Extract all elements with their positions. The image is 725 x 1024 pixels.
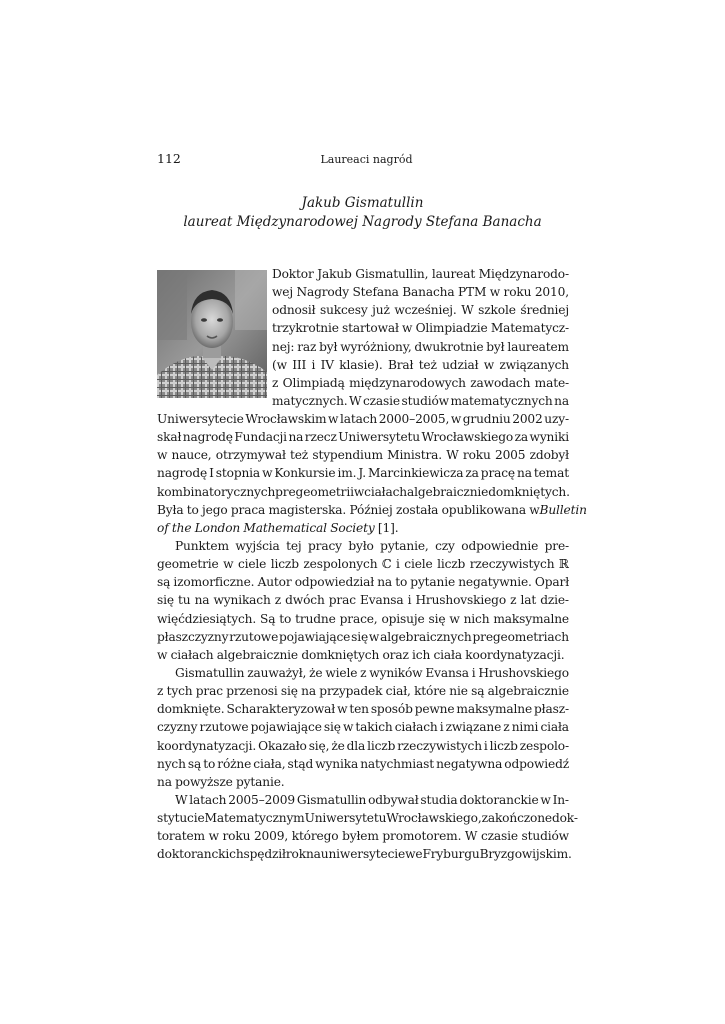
word: pytanie [410,575,456,590]
word: stypendium [312,448,383,463]
word: doktoranckie [459,792,539,807]
word: Evansa [359,593,404,608]
journal-title-part2: of the London Mathematical Society [157,520,375,535]
word: ℂ [381,557,392,572]
word: i [407,593,412,608]
word: czasie [362,393,400,408]
word: im. [337,466,357,481]
word: wyróżniony, [340,339,412,354]
word: takich [355,720,393,735]
word: trudne [295,611,336,626]
text-line [157,737,569,755]
word: przenosi [226,684,278,699]
text-line: na powyższe pytanie. [157,774,285,789]
word: prac [195,684,223,699]
word: laureat [431,267,476,281]
text-line-with-journal [157,501,587,519]
word: przypadek [319,684,383,699]
word: uniwersytecie [320,847,406,862]
word: laureatem [507,339,569,354]
word: Wrocławskiego, [386,811,482,826]
word: Brał [387,357,414,372]
word: dwóch [285,593,325,608]
word: In- [552,792,569,807]
word: stytucie [157,811,205,826]
word: klasie). [339,357,383,372]
text-line [157,827,569,845]
word: tej [286,538,302,553]
text-line [157,845,572,863]
word: kombinatorycznych [157,484,276,499]
word: już [372,303,390,318]
word: pracę [480,466,515,481]
word: którego [291,829,339,844]
word: Gismatullin [175,665,245,680]
word: w [157,448,168,463]
word: w [540,792,551,807]
word: mate- [534,375,569,390]
word: prac [328,593,356,608]
word: nagrodę [157,466,208,481]
word: Oparł [534,575,569,590]
word: związane [445,720,502,735]
text-line [157,718,569,736]
word: zauważył, [247,665,307,680]
word: wcześniej. [394,303,457,318]
word: maksymalne [493,611,569,626]
word: Doktor [272,267,314,281]
word: pojawiające [279,629,351,644]
word: że [309,665,323,680]
word: pojawiające [250,720,322,735]
word: Marcinkiewicza [367,466,464,481]
word: (w [272,357,287,372]
word: studia [420,792,458,807]
text-line [157,809,578,827]
word: na [288,430,304,445]
word: na [194,593,210,608]
word: wyjścia [235,538,280,553]
word: Olimpiadą [282,375,345,390]
word: zespolo- [519,738,569,753]
word: płaszczyzny [157,629,229,644]
word: maksymalne [456,702,533,717]
word: opisuje [381,611,425,626]
word: zdobył [529,448,569,463]
word: pytanie, [380,538,429,553]
wrapped-paragraph [272,265,569,410]
word: ciałach [364,484,407,499]
word: algebraicznych [380,629,472,644]
word: nagrodę [182,430,233,445]
word: nich [463,611,490,626]
text-line [272,338,569,356]
word: matematycznych [450,393,553,408]
word: się [351,629,369,644]
text-line [157,573,569,591]
title-subtitle: laureat Międzynarodowej Nagrody Stefana Banacha [183,213,542,230]
word: rzutowe [199,720,249,735]
page-number: 112 [157,151,181,166]
word: Ministra. [387,448,443,463]
word: to [279,611,292,626]
word: 2009, [253,829,289,844]
word: Okazało [258,738,307,753]
text-line [272,319,569,337]
text-line [272,301,569,319]
word: nych [157,756,186,771]
word: udział [442,357,479,372]
word: liczb [367,738,396,753]
word: Stefana [352,285,399,300]
word: Punktem [175,538,229,553]
word: Uniwersytetu [304,811,387,826]
word: ℝ [558,557,569,572]
word: latach [189,792,227,807]
word: negatywnie. [458,575,532,590]
word: Banacha [402,285,455,300]
word: ciele [404,557,433,572]
word: to [395,575,408,590]
word: odpowiednie [461,538,539,553]
word: w [328,412,339,426]
word: czasie [480,829,518,844]
word: J. [358,466,366,481]
word: ten [349,702,369,717]
word: w [337,702,348,717]
word: 2000–2005, [378,412,450,426]
word: z [510,593,517,608]
word: był [486,339,505,354]
word: 2005–2009 [228,792,295,807]
word: rzeczywistych [469,557,555,572]
word: na [377,575,393,590]
word: temat [533,466,569,481]
word: negatywna [436,756,503,771]
word: wynika [315,756,359,771]
word: i [311,357,316,372]
word: roku [462,448,491,463]
word: w [262,466,273,481]
word: geometrie [157,557,219,572]
text-line [272,392,569,410]
word: studiów [401,393,449,408]
word: Konkursie [274,466,336,481]
text-line [157,555,569,573]
word: Międzynarodo- [478,267,569,281]
text-line [157,428,569,446]
word: we [405,847,423,862]
word: PTM [457,285,487,300]
word: Wrocławskiego [421,430,514,445]
word: nimi [511,720,539,735]
word: w [223,557,234,572]
word: koordynatyzacji. [157,738,257,753]
article-title [150,194,575,231]
text-line [157,410,569,428]
word: Scharakteryzował [226,702,336,717]
word: roku [503,285,532,300]
word: roku [222,829,251,844]
word: na [517,466,532,481]
title-name: Jakub Gismatullin [301,195,424,211]
word: IV [320,357,334,372]
word: doktoranckich [157,847,244,862]
text-line [157,446,569,464]
word: III [292,357,307,372]
word: algebraicznie [487,684,569,699]
word: w [450,412,462,426]
word: z [157,684,164,699]
word: Fundacji [234,430,287,445]
word: Hrushovskiego [415,593,507,608]
word: się [428,611,446,626]
text-line [157,682,569,700]
word: pre- [544,538,569,553]
word: promotorem. [382,829,462,844]
word: w [483,357,495,372]
word: są [187,756,202,771]
word: rzecz [304,430,337,445]
word: za [465,466,479,481]
word: więćdziesiątych. [157,611,257,626]
word: wiele [325,665,358,680]
paragraph-start [157,664,569,682]
word: różne [217,756,252,771]
word: W [461,303,474,318]
text-line [157,628,569,646]
word: algebraicznie [406,484,489,499]
word: w [449,611,460,626]
word: I [209,466,214,481]
word: odpowiedź [504,756,569,771]
word: na [301,684,316,699]
word: się [157,593,174,608]
word: Gismatullin [296,792,367,807]
word: zespolonych [303,557,378,572]
word: Są [260,611,276,626]
word: był [319,339,338,354]
word: nej: [272,339,295,354]
word: które [414,684,446,699]
word: izomorficzne. [173,575,255,590]
text-line [272,356,569,374]
portrait-photo-icon [157,270,267,398]
word: pregeometrii [275,484,354,499]
word: czyzny [157,720,198,735]
word: związanych [499,357,569,372]
word: otrzymywał [215,448,286,463]
word: są [157,575,171,590]
word: rok [285,847,306,862]
word: domknięte. [157,702,225,717]
word: Uniwersytetu [338,430,420,445]
word: z [503,720,510,735]
word: Jakub [317,267,352,281]
word: w [368,629,380,644]
word: Autor [257,575,292,590]
text-line-with-journal [157,519,569,537]
word: uzy- [544,412,569,426]
word: prace, [339,611,378,626]
word: zawodach [470,375,531,390]
word: nauce, [171,448,212,463]
word: też [418,357,437,372]
journal-title-part1: Bulletin [539,502,587,517]
word: Evansa [425,665,469,680]
word: ciał, [385,684,411,699]
word: to [203,756,216,771]
word: Bryzgowijskim. [479,847,572,862]
word: i [471,665,476,680]
word: odbywał [368,792,419,807]
word: Gismatullin, [355,267,429,281]
word: latach [339,412,378,426]
word: w [342,720,354,735]
word: odpowiedział [294,575,375,590]
word: międzynarodowych [349,375,466,390]
paragraph-start [157,537,569,555]
word: wynikach [213,593,271,608]
word: średniej [520,303,569,318]
word: czy [435,538,455,553]
word: sukcesy [319,303,368,318]
word: W [349,393,362,408]
word: i [396,557,400,572]
word: Matematycznym [204,811,305,826]
citation: [1]. [374,520,399,535]
word: rzutowe [229,629,279,644]
word: ciałach [394,720,438,735]
word: sposób [370,702,413,717]
word: W [464,829,478,844]
word: W [175,792,188,807]
word: się [323,720,341,735]
word: matycznych. [272,393,348,408]
paragraph-start [157,791,569,809]
word: z [360,665,367,680]
word: się, [308,738,330,753]
text-fragment: Była to jego praca magisterska. Później została opublikowana w [157,502,540,517]
word: Hrushovskiego [478,665,569,680]
word: 2010, [534,285,569,300]
word: dzie- [540,593,569,608]
word: Nagrody [296,285,349,300]
word: też [290,448,309,463]
text-line [272,283,569,301]
word: liczb [489,738,518,753]
text-line [157,464,569,482]
word: w [402,321,413,336]
word: pracy [308,538,342,553]
word: z [272,375,279,390]
word: grudniu [462,412,511,426]
word: w [208,829,219,844]
word: rzeczywistych [397,738,482,753]
word: na [305,847,321,862]
text-line [157,700,569,718]
word: i [439,720,444,735]
word: na [554,393,569,408]
word: Matematycz- [490,321,569,336]
word: natychmiast [360,756,434,771]
word: ciała [540,720,569,735]
word: dok- [551,811,578,826]
word: ciele [237,557,267,572]
word: Uniwersytecie [157,412,244,426]
word: skał [157,430,182,445]
word: zakończone [481,811,552,826]
word: wej [272,285,293,300]
word: za [514,430,528,445]
word: płasz- [534,702,569,717]
word: Wrocławskim [245,412,327,426]
text-line: w ciałach algebraicznie domkniętych oraz ich ciała koordynatyzacji. [157,647,565,662]
word: szkole [478,303,516,318]
word: Fryburgu [422,847,480,862]
word: Olimpiadzie [415,321,488,336]
word: 2002 [512,412,543,426]
word: byłem [342,829,379,844]
portrait-photo [157,270,267,398]
word: są [471,684,485,699]
text-line [157,610,569,628]
word: domkniętych. [488,484,570,499]
word: wyników [369,665,423,680]
word: ciała, [253,756,286,771]
word: startował [342,321,399,336]
word: liczb [437,557,466,572]
word: odnosił [272,303,316,318]
word: się [280,684,298,699]
word: pregeometriach [472,629,569,644]
word: pewne [414,702,455,717]
word: lat [520,593,537,608]
word: 2005 [494,448,526,463]
word: toratem [157,829,205,844]
text-line [157,483,569,501]
word: stąd [287,756,314,771]
word: spędził [243,847,286,862]
word: raz [297,339,317,354]
word: wyniki [529,430,569,445]
word: w [353,484,365,499]
text-line [272,374,569,392]
text-line [157,591,569,609]
word: studiów [521,829,569,844]
word: dla [346,738,366,753]
word: w [489,285,501,300]
word: że [331,738,345,753]
word: trzykrotnie [272,321,339,336]
body-text [157,410,587,864]
word: W [446,448,459,463]
word: z [274,593,282,608]
word: było [348,538,374,553]
text-line [157,755,569,773]
word: nie [449,684,468,699]
word: stopnia [215,466,261,481]
word: dwukrotnie [414,339,484,354]
word: i [483,738,488,753]
word: tych [166,684,193,699]
running-head: Laureaci nagród [320,153,413,166]
text-line [272,265,569,283]
word: tu [178,593,191,608]
word: liczb [270,557,299,572]
